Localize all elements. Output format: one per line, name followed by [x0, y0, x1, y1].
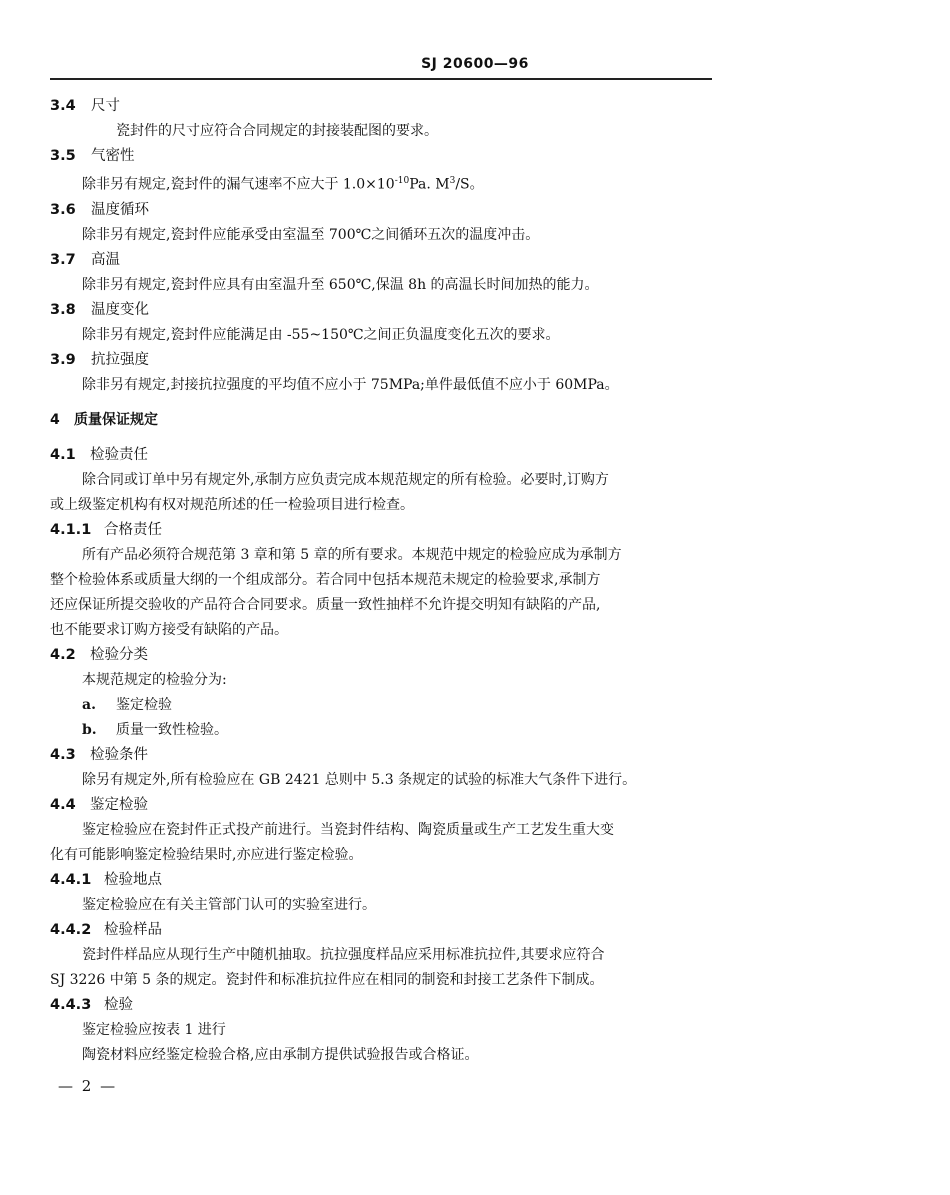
section-3-8-heading: 3.8 温度变化 [50, 301, 149, 318]
page-number: — 2 — [58, 1077, 118, 1095]
section-3-7-heading: 3.7 高温 [50, 251, 120, 268]
section-4-4-2-line: SJ 3226 中第 5 条的规定。瓷封件和标准抗拉件应在相同的制瓷和封接工艺条件下制成。 [50, 971, 604, 988]
section-4-4-line: 化有可能影响鉴定检验结果时,亦应进行鉴定检验。 [50, 846, 363, 863]
section-4-1-1-line: 整个检验体系或质量大纲的一个组成部分。若合同中包括本规范未规定的检验要求,承制方 [50, 571, 601, 588]
section-4-3-heading: 4.3 检验条件 [50, 746, 148, 763]
section-4-1-heading: 4.1 检验责任 [50, 446, 148, 463]
section-4-2-heading: 4.2 检验分类 [50, 646, 148, 663]
section-4-2-intro: 本规范规定的检验分为: [82, 671, 227, 688]
section-4-4-3-heading: 4.4.3 检验 [50, 996, 133, 1013]
section-4-4-3-line: 鉴定检验应按表 1 进行 [82, 1021, 226, 1038]
section-3-8-text: 除非另有规定,瓷封件应能满足由 -55~150℃之间正负温度变化五次的要求。 [82, 326, 560, 343]
document-body [50, 94, 715, 1068]
section-4-4-3-line: 陶瓷材料应经鉴定检验合格,应由承制方提供试验报告或合格证。 [82, 1046, 479, 1063]
section-4-4-1-text: 鉴定检验应在有关主管部门认可的实验室进行。 [82, 896, 376, 913]
header-rule [50, 78, 712, 80]
list-item: a. 鉴定检验 [82, 696, 172, 713]
chapter-4-heading: 4 质量保证规定 [50, 411, 158, 428]
section-3-4-text: 瓷封件的尺寸应符合合同规定的封接装配图的要求。 [116, 123, 438, 139]
section-4-1-1-line: 还应保证所提交验收的产品符合合同要求。质量一致性抽样不允许提交明知有缺陷的产品, [50, 596, 601, 613]
section-3-5-heading: 3.5 气密性 [50, 148, 135, 164]
section-4-4-2-heading: 4.4.2 检验样品 [50, 921, 162, 938]
section-4-1-1-heading: 4.1.1 合格责任 [50, 521, 162, 538]
section-4-1-line: 或上级鉴定机构有权对规范所述的任一检验项目进行检查。 [50, 496, 414, 513]
section-3-5-text: 除非另有规定,瓷封件的漏气速率不应大于 $1.0\times 10^{-10}Pa$. $M^3/S$。 [82, 176, 484, 193]
section-3-6-text: 除非另有规定,瓷封件应能承受由室温至 700℃之间循环五次的温度冲击。 [82, 226, 540, 243]
document-header-code: SJ 20600—96 [421, 56, 529, 72]
section-3-9-heading: 3.9 抗拉强度 [50, 351, 149, 368]
section-4-4-line: 鉴定检验应在瓷封件正式投产前进行。当瓷封件结构、陶瓷质量或生产工艺发生重大变 [82, 821, 614, 838]
section-4-4-1-heading: 4.4.1 检验地点 [50, 871, 162, 888]
section-4-1-line: 除合同或订单中另有规定外,承制方应负责完成本规范规定的所有检验。必要时,订购方 [82, 471, 609, 488]
section-4-1-1-line: 所有产品必须符合规范第 3 章和第 5 章的所有要求。本规范中规定的检验应成为承制方 [82, 546, 622, 563]
list-item: b. 质量一致性检验。 [82, 721, 228, 738]
section-4-4-2-line: 瓷封件样品应从现行生产中随机抽取。抗拉强度样品应采用标准抗拉件,其要求应符合 [82, 946, 605, 963]
section-3-4-heading: 3.4 尺寸 [50, 98, 120, 114]
section-4-3-text: 除另有规定外,所有检验应在 GB 2421 总则中 5.3 条规定的试验的标准大气条件下进行。 [82, 771, 637, 788]
section-3-6-heading: 3.6 温度循环 [50, 201, 149, 218]
section-4-1-1-line: 也不能要求订购方接受有缺陷的产品。 [50, 621, 288, 638]
section-3-9-text: 除非另有规定,封接抗拉强度的平均值不应小于 75MPa;单件最低值不应小于 60MPa。 [82, 376, 619, 393]
section-3-7-text: 除非另有规定,瓷封件应具有由室温升至 650℃,保温 8h 的高温长时间加热的能力。 [82, 276, 599, 293]
section-4-4-heading: 4.4 鉴定检验 [50, 796, 148, 813]
